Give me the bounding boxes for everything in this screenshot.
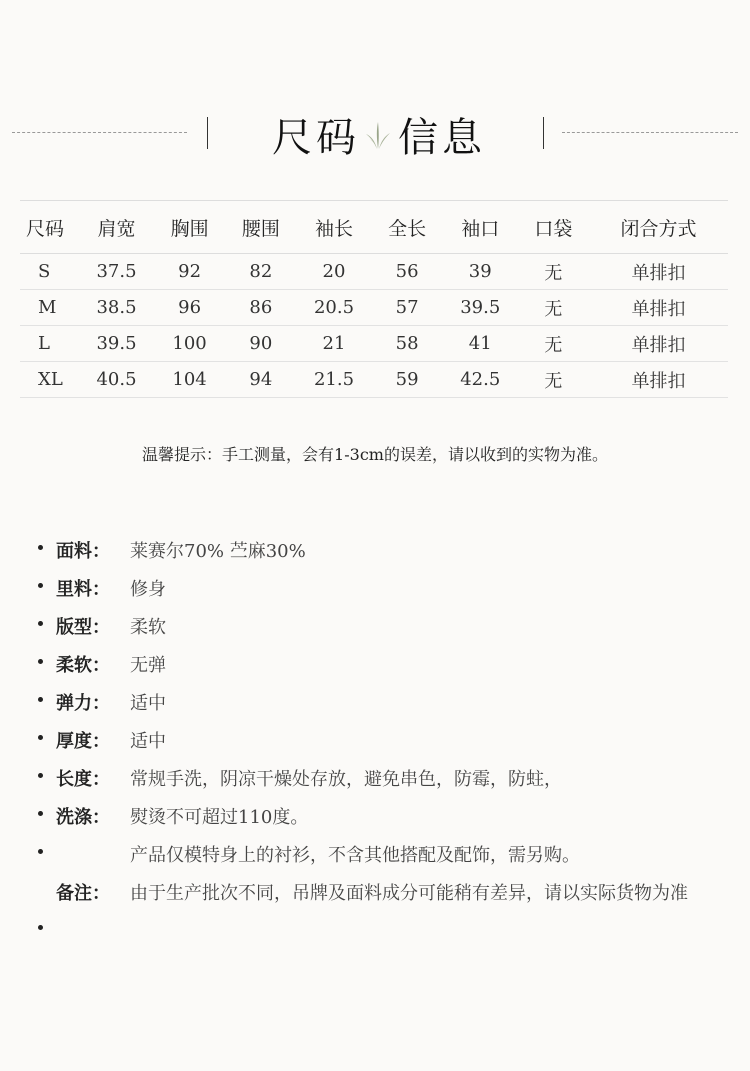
spec-label: 版型：	[56, 617, 110, 638]
spec-value: 柔软	[130, 617, 166, 638]
table-row	[20, 362, 728, 398]
cell-cuff: 41	[443, 326, 518, 362]
right-dashed-rule	[562, 132, 738, 133]
cell-chest: 96	[154, 290, 225, 326]
cell-sleeve-length: 20.5	[297, 290, 372, 326]
cell-pocket: 无	[518, 362, 589, 398]
cell-closure: 单排扣	[589, 290, 728, 326]
list-item	[38, 646, 750, 684]
title-part-1: 尺码	[272, 115, 360, 161]
header-shoulder: 肩宽	[79, 201, 154, 254]
cell-size: S	[20, 254, 79, 290]
list-item	[38, 608, 750, 646]
bullet-dot	[38, 849, 43, 854]
header-waist: 腰围	[225, 201, 296, 254]
cell-size: M	[20, 290, 79, 326]
cell-pocket: 无	[518, 254, 589, 290]
title-part-2: 信息	[398, 115, 486, 161]
list-item	[38, 798, 750, 836]
bullet-dot	[38, 697, 43, 702]
cell-waist: 90	[225, 326, 296, 362]
size-table-header-row	[20, 201, 728, 254]
spec-label: 面料：	[56, 541, 110, 562]
note-line-1: 产品仅模特身上的衬衫，不含其他搭配及配饰，需另购。	[130, 845, 580, 866]
title-row	[0, 100, 750, 170]
cell-closure: 单排扣	[589, 254, 728, 290]
bullet-dot	[38, 925, 43, 930]
cell-closure: 单排扣	[589, 362, 728, 398]
bullet-dot	[38, 735, 43, 740]
cell-cuff: 42.5	[443, 362, 518, 398]
note-label: 备注：	[56, 883, 110, 904]
list-item	[38, 760, 750, 798]
cell-size: XL	[20, 362, 79, 398]
cell-chest: 92	[154, 254, 225, 290]
cell-shoulder: 38.5	[79, 290, 154, 326]
header-pocket: 口袋	[518, 201, 589, 254]
table-row	[20, 290, 728, 326]
cell-waist: 94	[225, 362, 296, 398]
list-item	[38, 570, 750, 608]
header-chest: 胸围	[154, 201, 225, 254]
spec-list	[38, 532, 750, 952]
spec-value: 修身	[130, 579, 166, 600]
bullet-dot	[38, 583, 43, 588]
list-item	[38, 532, 750, 570]
bullet-dot	[38, 621, 43, 626]
cell-sleeve-length: 20	[297, 254, 372, 290]
cell-shoulder: 40.5	[79, 362, 154, 398]
header-total-length: 全长	[371, 201, 442, 254]
list-item-empty	[38, 912, 750, 952]
measurement-tip: 温馨提示：手工测量，会有1-3cm的误差，请以收到的实物为准。	[142, 445, 608, 464]
cell-size: L	[20, 326, 79, 362]
spec-value: 适中	[130, 731, 166, 752]
spec-label: 厚度：	[56, 731, 110, 752]
spec-label: 弹力：	[56, 693, 110, 714]
bullet-dot	[38, 773, 43, 778]
bullet-dot	[38, 811, 43, 816]
spec-label: 里料：	[56, 579, 110, 600]
cell-chest: 104	[154, 362, 225, 398]
cell-total-length: 58	[371, 326, 442, 362]
cell-shoulder: 39.5	[79, 326, 154, 362]
left-dashed-rule	[12, 132, 187, 133]
bullet-dot	[38, 659, 43, 664]
spec-value: 适中	[130, 693, 166, 714]
header-sleeve-length: 袖长	[297, 201, 372, 254]
cell-waist: 82	[225, 254, 296, 290]
cell-pocket: 无	[518, 326, 589, 362]
cell-cuff: 39.5	[443, 290, 518, 326]
cell-total-length: 56	[371, 254, 442, 290]
cell-pocket: 无	[518, 290, 589, 326]
spec-value: 莱赛尔70% 苎麻30%	[130, 541, 306, 562]
cell-total-length: 57	[371, 290, 442, 326]
cell-chest: 100	[154, 326, 225, 362]
header-size: 尺码	[20, 201, 79, 254]
left-divider-bar	[207, 117, 208, 149]
bullet-dot	[38, 545, 43, 550]
cell-sleeve-length: 21.5	[297, 362, 372, 398]
list-item	[38, 684, 750, 722]
spec-value: 无弹	[130, 655, 166, 676]
cell-total-length: 59	[371, 362, 442, 398]
table-row	[20, 326, 728, 362]
spec-value: 常规手洗，阴凉干燥处存放，避免串色，防霉，防蛀，	[130, 769, 562, 790]
spec-value: 熨烫不可超过110度。	[130, 807, 309, 828]
spec-label: 柔软：	[56, 655, 110, 676]
header-cuff: 袖口	[443, 201, 518, 254]
cell-closure: 单排扣	[589, 326, 728, 362]
header-closure: 闭合方式	[589, 201, 728, 254]
list-item	[38, 722, 750, 760]
cell-cuff: 39	[443, 254, 518, 290]
spec-label: 洗涤：	[56, 807, 110, 828]
table-row	[20, 254, 728, 290]
size-table	[20, 200, 728, 398]
note-line-2: 由于生产批次不同，吊牌及面料成分可能稍有差异，请以实际货物为准	[130, 883, 688, 904]
cell-sleeve-length: 21	[297, 326, 372, 362]
cell-waist: 86	[225, 290, 296, 326]
spec-label: 长度：	[56, 769, 110, 790]
right-divider-bar	[543, 117, 544, 149]
cell-shoulder: 37.5	[79, 254, 154, 290]
grass-leaf-icon	[365, 120, 391, 150]
list-item-note	[38, 836, 750, 912]
